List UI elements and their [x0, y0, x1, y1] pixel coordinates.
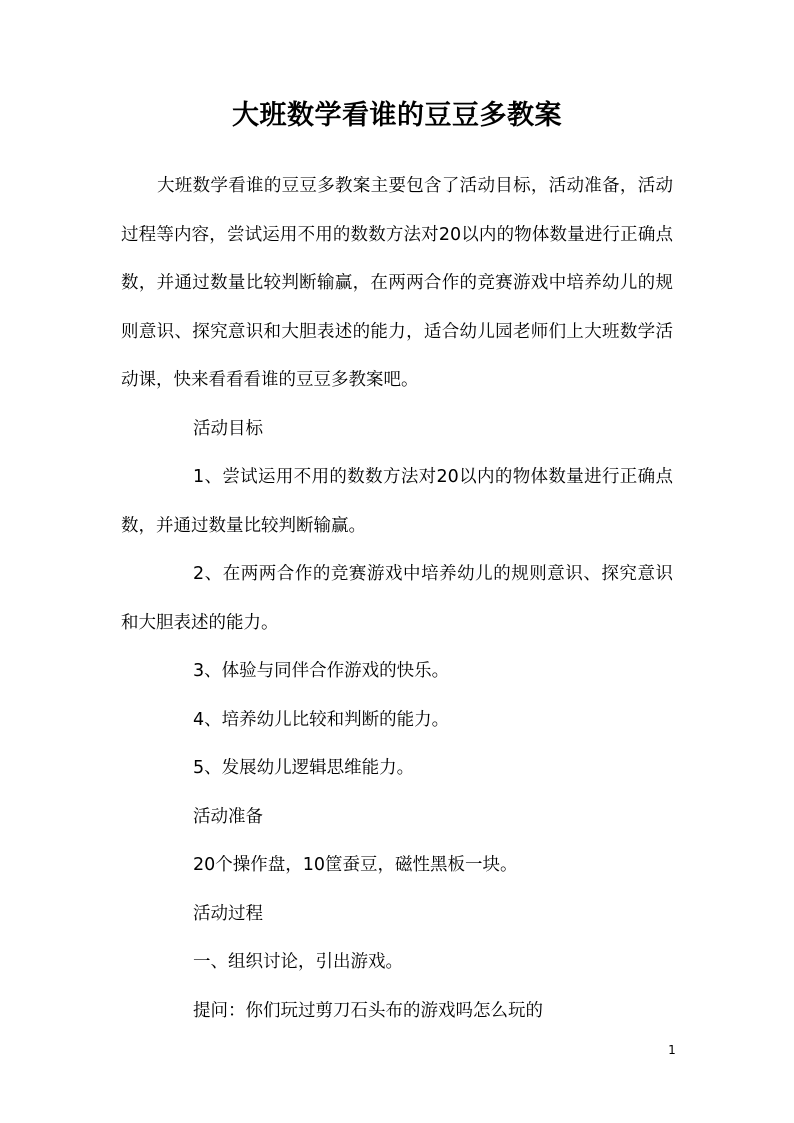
- goal-item-2: 2、在两两合作的竞赛游戏中培养幼儿的规则意识、探究意识和大胆表述的能力。: [121, 564, 673, 633]
- process-step-1: 一、组织讨论，引出游戏。: [193, 952, 403, 972]
- document-body: [121, 162, 673, 1035]
- section-heading-activity-goals: 活动目标: [193, 418, 263, 439]
- page-number: 1: [668, 1043, 676, 1057]
- goal-item-5: 5、发展幼儿逻辑思维能力。: [193, 758, 415, 778]
- goal-item-1: 1、尝试运用不用的数数方法对20以内的物体数量进行正确点数，并通过数量比较判断输赢。: [121, 467, 673, 536]
- section-heading-activity-process: 活动过程: [193, 903, 263, 924]
- document-title: 大班数学看谁的豆豆多教案: [232, 100, 562, 131]
- process-question: 提问：你们玩过剪刀石头布的游戏吗怎么玩的: [193, 1000, 543, 1021]
- preparation-text: 20个操作盘，10筐蚕豆，磁性黑板一块。: [193, 855, 518, 875]
- section-heading-activity-preparation: 活动准备: [193, 806, 263, 827]
- intro-paragraph: 大班数学看谁的豆豆多教案主要包含了活动目标，活动准备，活动过程等内容，尝试运用不用的数数方法对20以内的物体数量进行正确点数，并通过数量比较判断输赢，在两两合作的竞赛游戏中培养幼儿的规则意识、探究意识和大胆表述的能力，适合幼儿园老师们上大班数学活动课，快来看看看谁的豆豆多教案吧。: [121, 176, 673, 390]
- goal-item-3: 3、体验与同伴合作游戏的快乐。: [193, 661, 450, 681]
- goal-item-4: 4、培养幼儿比较和判断的能力。: [193, 709, 450, 730]
